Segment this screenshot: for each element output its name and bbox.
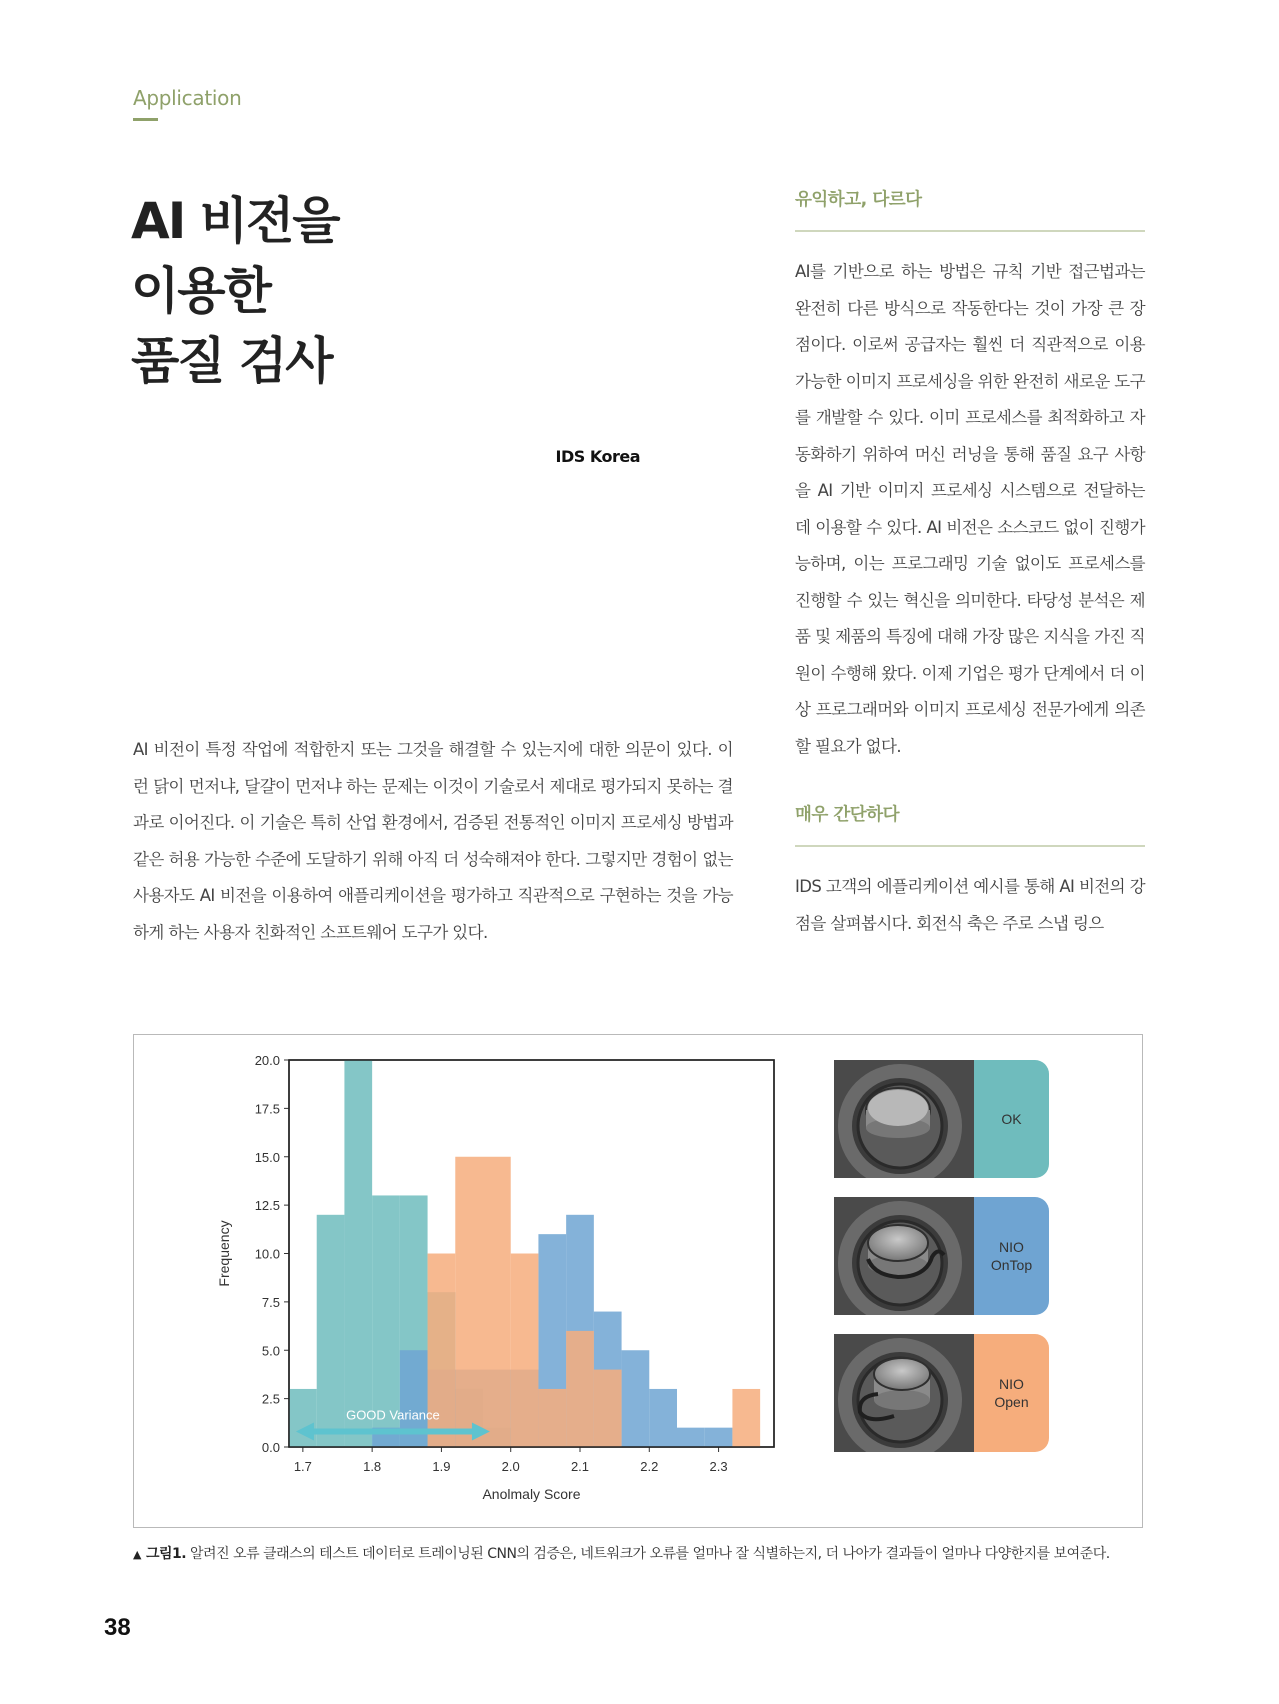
- histogram-bar: [566, 1331, 594, 1447]
- x-tick-label: 1.7: [293, 1459, 312, 1474]
- y-tick-label: 7.5: [261, 1294, 280, 1310]
- histogram-bar: [649, 1389, 677, 1447]
- part-photo: [834, 1060, 974, 1178]
- y-tick-label: 5.0: [261, 1343, 280, 1359]
- x-tick-label: 1.9: [432, 1459, 451, 1474]
- histogram-bar: [317, 1215, 345, 1447]
- y-tick-label: 15.0: [254, 1149, 280, 1165]
- caption-text: 알려진 오류 클래스의 테스트 데이터로 트레이닝된 CNN의 검증은, 네트워크가 오류를 얼마나 잘 식별하는지, 더 나아가 결과들이 얼마나 다양한지를 보여준다.: [190, 1546, 1110, 1562]
- heading-rule: [795, 845, 1145, 847]
- y-tick-label: 17.5: [254, 1101, 280, 1117]
- panel-label: NIO OnTop: [990, 1239, 1033, 1273]
- right-column: [795, 186, 1145, 942]
- x-tick-label: 2.3: [709, 1459, 728, 1474]
- histogram-bar: [511, 1254, 539, 1448]
- section-paragraph: IDS 고객의 에플리케이션 예시를 통해 AI 비전의 강점을 살펴봅시다. 회전식 축은 주로 스냅 링으: [795, 877, 1145, 933]
- figure-frame: [133, 1034, 1143, 1528]
- x-tick-label: 1.8: [363, 1459, 382, 1474]
- panel-label: OK: [1001, 1111, 1022, 1127]
- result-panel-ok: [834, 1060, 1049, 1178]
- histogram-bar: [455, 1157, 483, 1447]
- histogram-bar: [538, 1389, 566, 1447]
- shaft-photo-icon: [834, 1197, 974, 1315]
- heading-rule: [795, 230, 1145, 232]
- x-tick-label: 2.2: [640, 1459, 659, 1474]
- shaft-photo-icon: [834, 1334, 974, 1452]
- page-number: 38: [104, 1614, 131, 1641]
- x-tick-label: 2.0: [501, 1459, 520, 1474]
- author-byline: IDS Korea: [555, 447, 640, 466]
- histogram-bar: [344, 1060, 372, 1447]
- part-photo: [834, 1334, 974, 1452]
- triangle-bullet-icon: ▲: [133, 1548, 141, 1561]
- result-panel-nio-open: [834, 1334, 1049, 1452]
- title-line: AI 비전을: [131, 192, 339, 250]
- part-photo: [834, 1197, 974, 1315]
- y-tick-label: 20.0: [254, 1053, 280, 1068]
- caption-prefix: 그림1.: [145, 1546, 187, 1562]
- histogram-bar: [483, 1157, 511, 1447]
- title-line: 품질 검사: [131, 332, 332, 390]
- section-tag: Application: [133, 86, 242, 110]
- result-panel-nio-ontop: [834, 1197, 1049, 1315]
- y-tick-label: 0.0: [261, 1440, 280, 1455]
- y-tick-label: 10.0: [254, 1246, 280, 1262]
- title-line: 이용한: [131, 262, 270, 320]
- histogram-bar: [594, 1370, 622, 1447]
- histogram-bar: [622, 1350, 650, 1447]
- section-heading: 유익하고, 다르다: [795, 190, 922, 210]
- figure-caption: [133, 1543, 1173, 1563]
- shaft-photo-icon: [834, 1060, 974, 1178]
- histogram-bar: [705, 1428, 733, 1447]
- x-tick-label: 2.1: [570, 1459, 590, 1474]
- histogram-bar: [677, 1428, 705, 1447]
- y-tick-label: 12.5: [254, 1198, 280, 1214]
- section-tag-rule: [133, 118, 158, 121]
- article-title: [131, 186, 339, 396]
- intro-paragraph: AI 비전이 특정 작업에 적합한지 또는 그것을 해결할 수 있는지에 대한 의문이 있다. 이런 닭이 먼저냐, 달걀이 먼저냐 하는 문제는 이것이 기술로서 제대로 평가되지 못하는 결과로 이어진다. 이 기술은 특히 산업 환경에서, 검증된 전통적인 이미지 프로세싱 방법과 같은 허용 가능한 수준에 도달하기 위해 아직 더 성숙해져야 한다. 그렇지만 경험이 없는 사용자도 AI 비전을 이용하여 애플리케이션을 평가하고 직관적으로 구현하는 것을 가능하게 하는 사용자 친화적인 소프트웨어 도구가 있다.: [133, 740, 733, 942]
- panel-label: NIO Open: [994, 1376, 1029, 1410]
- section-heading: 매우 간단하다: [795, 805, 900, 825]
- histogram-bar: [732, 1389, 760, 1447]
- annotation-label: GOOD Variance: [346, 1407, 440, 1423]
- histogram-chart: [134, 1035, 834, 1529]
- section-paragraph: AI를 기반으로 하는 방법은 규칙 기반 접근법과는 완전히 다른 방식으로 작동한다는 것이 가장 큰 장점이다. 이로써 공급자는 훨씬 더 직관적으로 이용 가능한 이미지 프로세싱을 위한 완전히 새로운 도구를 개발할 수 있다. 이미 프로세스를 최적화하고 자동화하기 위하여 머신 러닝을 통해 품질 요구 사항을 AI 기반 이미지 프로세싱 시스템으로 전달하는 데 이용할 수 있다. AI 비전은 소스코드 없이 진행가능하며, 이는 프로그래밍 기술 없이도 프로세스를 진행할 수 있는 혁신을 의미한다. 타당성 분석은 제품 및 제품의 특징에 대해 가장 많은 지식을 가진 직원이 수행해 왔다. 이제 기업은 평가 단계에서 더 이상 프로그래머와 이미지 프로세싱 전문가에게 의존할 필요가 없다.: [795, 262, 1145, 756]
- x-axis-label: Anolmaly Score: [482, 1486, 581, 1502]
- y-tick-label: 2.5: [261, 1391, 280, 1407]
- y-axis-label: Frequency: [216, 1220, 232, 1287]
